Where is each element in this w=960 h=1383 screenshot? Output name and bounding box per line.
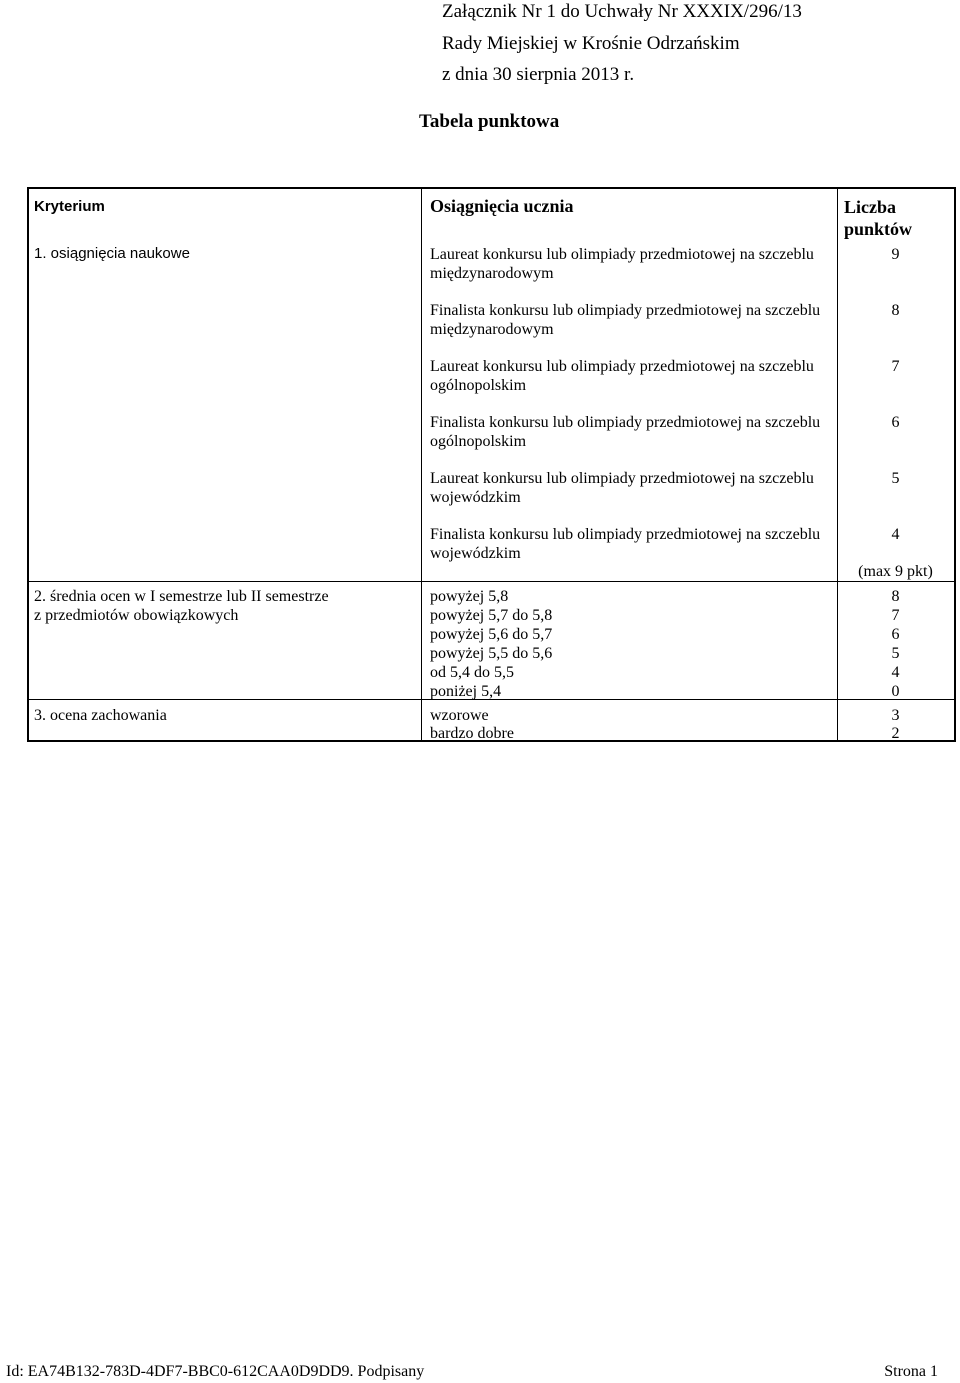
achievement-line: ogólnopolskim: [430, 377, 527, 394]
behaviour-grade: bardzo dobre: [430, 725, 514, 742]
points-value: 3: [891, 707, 900, 724]
row-divider: [29, 581, 954, 582]
grade-range: powyżej 5,7 do 5,8: [430, 607, 553, 624]
criterion-average-line2: z przedmiotów obowiązkowych: [34, 607, 239, 624]
achievement-line: Laureat konkursu lub olimpiady przedmiotowej na szczeblu: [430, 246, 814, 263]
points-value: 4: [891, 664, 900, 681]
grade-range: od 5,4 do 5,5: [430, 664, 514, 681]
points-value: 7: [891, 607, 900, 624]
behaviour-grade: wzorowe: [430, 707, 489, 724]
points-value: 4: [891, 526, 900, 543]
achievement-line: międzynarodowym: [430, 321, 554, 338]
criterion-behaviour: 3. ocena zachowania: [34, 707, 167, 724]
criterion-academic: 1. osiągnięcia naukowe: [34, 245, 190, 262]
points-value: 6: [891, 414, 900, 431]
header-line-1: Załącznik Nr 1 do Uchwały Nr XXXIX/296/13: [442, 1, 802, 22]
points-value: 2: [891, 725, 900, 742]
achievement-line: Finalista konkursu lub olimpiady przedmiotowej na szczeblu: [430, 526, 821, 543]
points-value: 9: [891, 246, 900, 263]
points-value: 6: [891, 626, 900, 643]
points-value: 8: [891, 588, 900, 605]
document-title: Tabela punktowa: [419, 111, 560, 132]
header-line-2: Rady Miejskiej w Krośnie Odrzańskim: [442, 33, 740, 54]
header-osiagniecia: Osiągnięcia ucznia: [430, 196, 574, 216]
achievement-line: międzynarodowym: [430, 265, 554, 282]
points-value: 5: [891, 645, 900, 662]
achievement-line: Finalista konkursu lub olimpiady przedmiotowej na szczeblu: [430, 414, 821, 431]
header-kryterium: Kryterium: [34, 198, 105, 215]
achievement-line: Laureat konkursu lub olimpiady przedmiotowej na szczeblu: [430, 470, 814, 487]
achievement-line: Finalista konkursu lub olimpiady przedmiotowej na szczeblu: [430, 302, 821, 319]
points-value: 0: [891, 683, 900, 700]
achievement-line: wojewódzkim: [430, 489, 521, 506]
column-divider: [421, 189, 422, 740]
points-value: 7: [891, 358, 900, 375]
grade-range: powyżej 5,8: [430, 588, 509, 605]
points-value: 8: [891, 302, 900, 319]
grade-range: powyżej 5,6 do 5,7: [430, 626, 553, 643]
grade-range: poniżej 5,4: [430, 683, 502, 700]
max-points-note: (max 9 pkt): [858, 563, 933, 580]
document-id: Id: EA74B132-783D-4DF7-BBC0-612CAA0D9DD9. Podpisany: [6, 1363, 425, 1380]
header-liczba: Liczba: [844, 197, 896, 217]
header-punktow: punktów: [844, 219, 913, 239]
points-value: 5: [891, 470, 900, 487]
achievement-line: ogólnopolskim: [430, 433, 527, 450]
achievement-line: wojewódzkim: [430, 545, 521, 562]
criterion-average: 2. średnia ocen w I semestrze lub II semestrze: [34, 588, 329, 605]
points-table: [27, 187, 956, 742]
achievement-line: Laureat konkursu lub olimpiady przedmiotowej na szczeblu: [430, 358, 814, 375]
grade-range: powyżej 5,5 do 5,6: [430, 645, 553, 662]
header-line-3: z dnia 30 sierpnia 2013 r.: [442, 64, 635, 85]
page-number: Strona 1: [884, 1363, 938, 1380]
